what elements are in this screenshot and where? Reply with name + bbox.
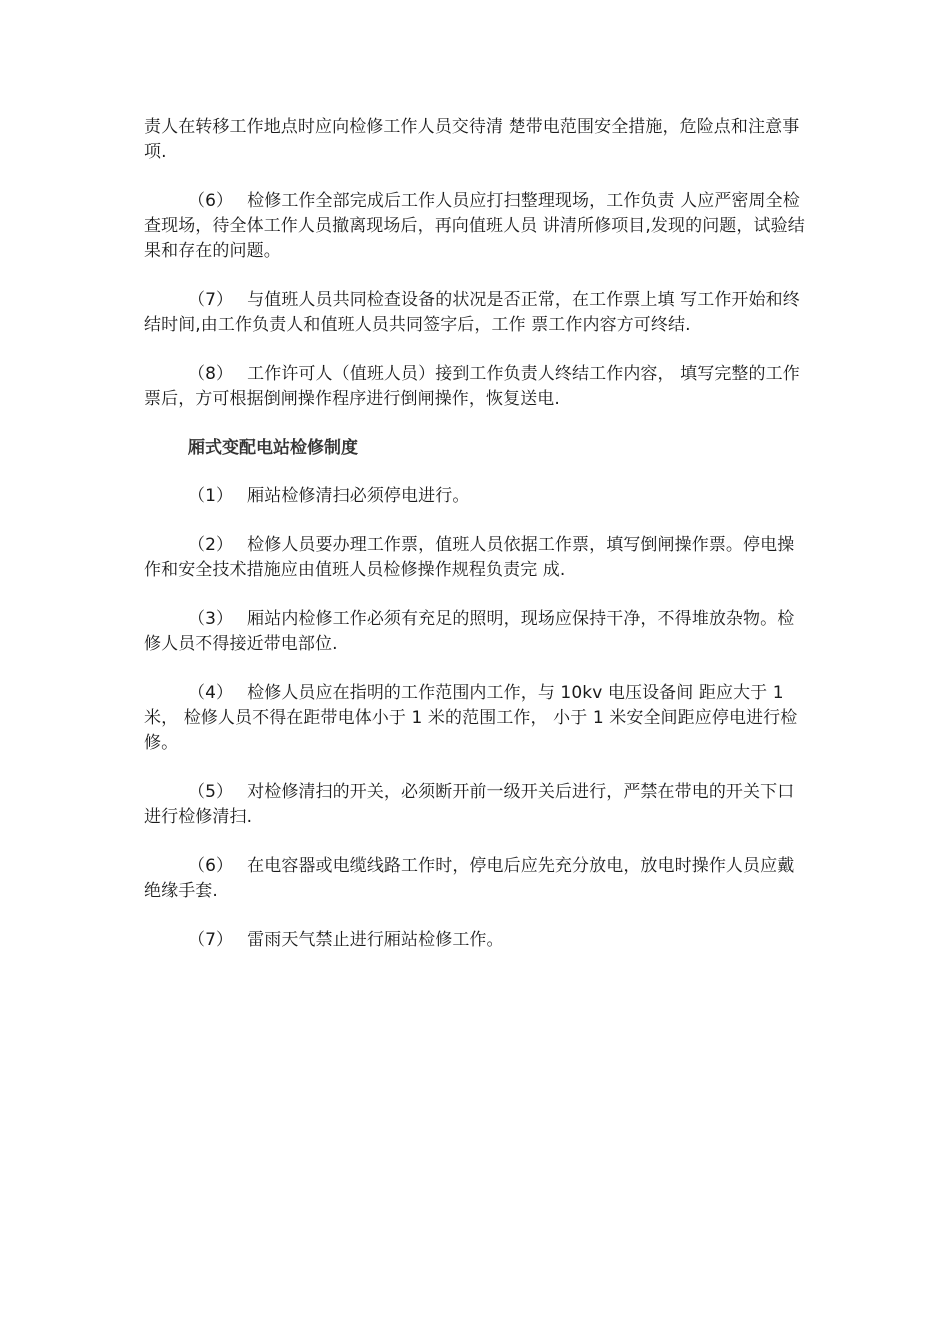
item-number: （7） — [188, 930, 234, 950]
item-number: （7） — [188, 290, 234, 310]
rule-paragraph-2 — [144, 533, 810, 583]
item-text: 在电容器或电缆线路工作时，停电后应先充分放电，放电时操作人员应戴绝缘手套. — [144, 856, 795, 901]
item-text: 检修工作全部完成后工作人员应打扫整理现场，工作负责 人应严密周全检查现场，待全体工作人员撤离现场后，再向值班人员 讲清所修项目,发现的问题，试验结果和存在的问题。 — [144, 191, 805, 261]
item-number: （6） — [188, 856, 234, 876]
item-number: （8） — [188, 364, 234, 384]
item-text: 厢站检修清扫必须停电进行。 — [247, 486, 470, 506]
item-number: （6） — [188, 191, 234, 211]
rule-paragraph-3 — [144, 607, 810, 657]
item-number: （3） — [188, 609, 234, 629]
item-paragraph-8 — [144, 362, 810, 412]
section-heading: 厢式变配电站检修制度 — [188, 438, 358, 458]
rule-paragraph-7 — [144, 928, 810, 953]
item-number: （4） — [188, 683, 234, 703]
item-number: （5） — [188, 782, 234, 802]
rule-paragraph-6 — [144, 854, 810, 904]
intro-paragraph: 责人在转移工作地点时应向检修工作人员交待清 楚带电范围安全措施，危险点和注意事项. — [144, 117, 800, 162]
item-text: 厢站内检修工作必须有充足的照明，现场应保持干净，不得堆放杂物。检修人员不得接近带电部位. — [144, 609, 795, 654]
item-text: 工作许可人（值班人员）接到工作负责人终结工作内容， 填写完整的工作票后，方可根据倒闸操作程序进行倒闸操作，恢复送电. — [144, 364, 800, 409]
item-number: （1） — [188, 486, 234, 506]
item-paragraph-7 — [144, 288, 810, 338]
item-text: 雷雨天气禁止进行厢站检修工作。 — [247, 930, 504, 950]
item-text: 对检修清扫的开关，必须断开前一级开关后进行，严禁在带电的开关下口进行检修清扫. — [144, 782, 795, 827]
item-number: （2） — [188, 535, 234, 555]
rule-paragraph-5 — [144, 780, 810, 830]
document-body — [144, 115, 810, 977]
item-text: 与值班人员共同检查设备的状况是否正常，在工作票上填 写工作开始和终结时间,由工作负责人和值班人员共同签字后，工作 票工作内容方可终结. — [144, 290, 800, 335]
item-paragraph-6 — [144, 189, 810, 264]
rule-paragraph-4 — [144, 681, 810, 756]
rule-paragraph-1 — [144, 484, 810, 509]
item-text: 检修人员应在指明的工作范围内工作，与 10kv 电压设备间 距应大于 1 米， 检修人员不得在距带电体小于 1 米的范围工作， 小于 1 米安全间距应停电进行检修。 — [144, 683, 798, 753]
item-text: 检修人员要办理工作票，值班人员依据工作票，填写倒闸操作票。停电操作和安全技术措施应由值班人员检修操作规程负责完 成. — [144, 535, 795, 580]
